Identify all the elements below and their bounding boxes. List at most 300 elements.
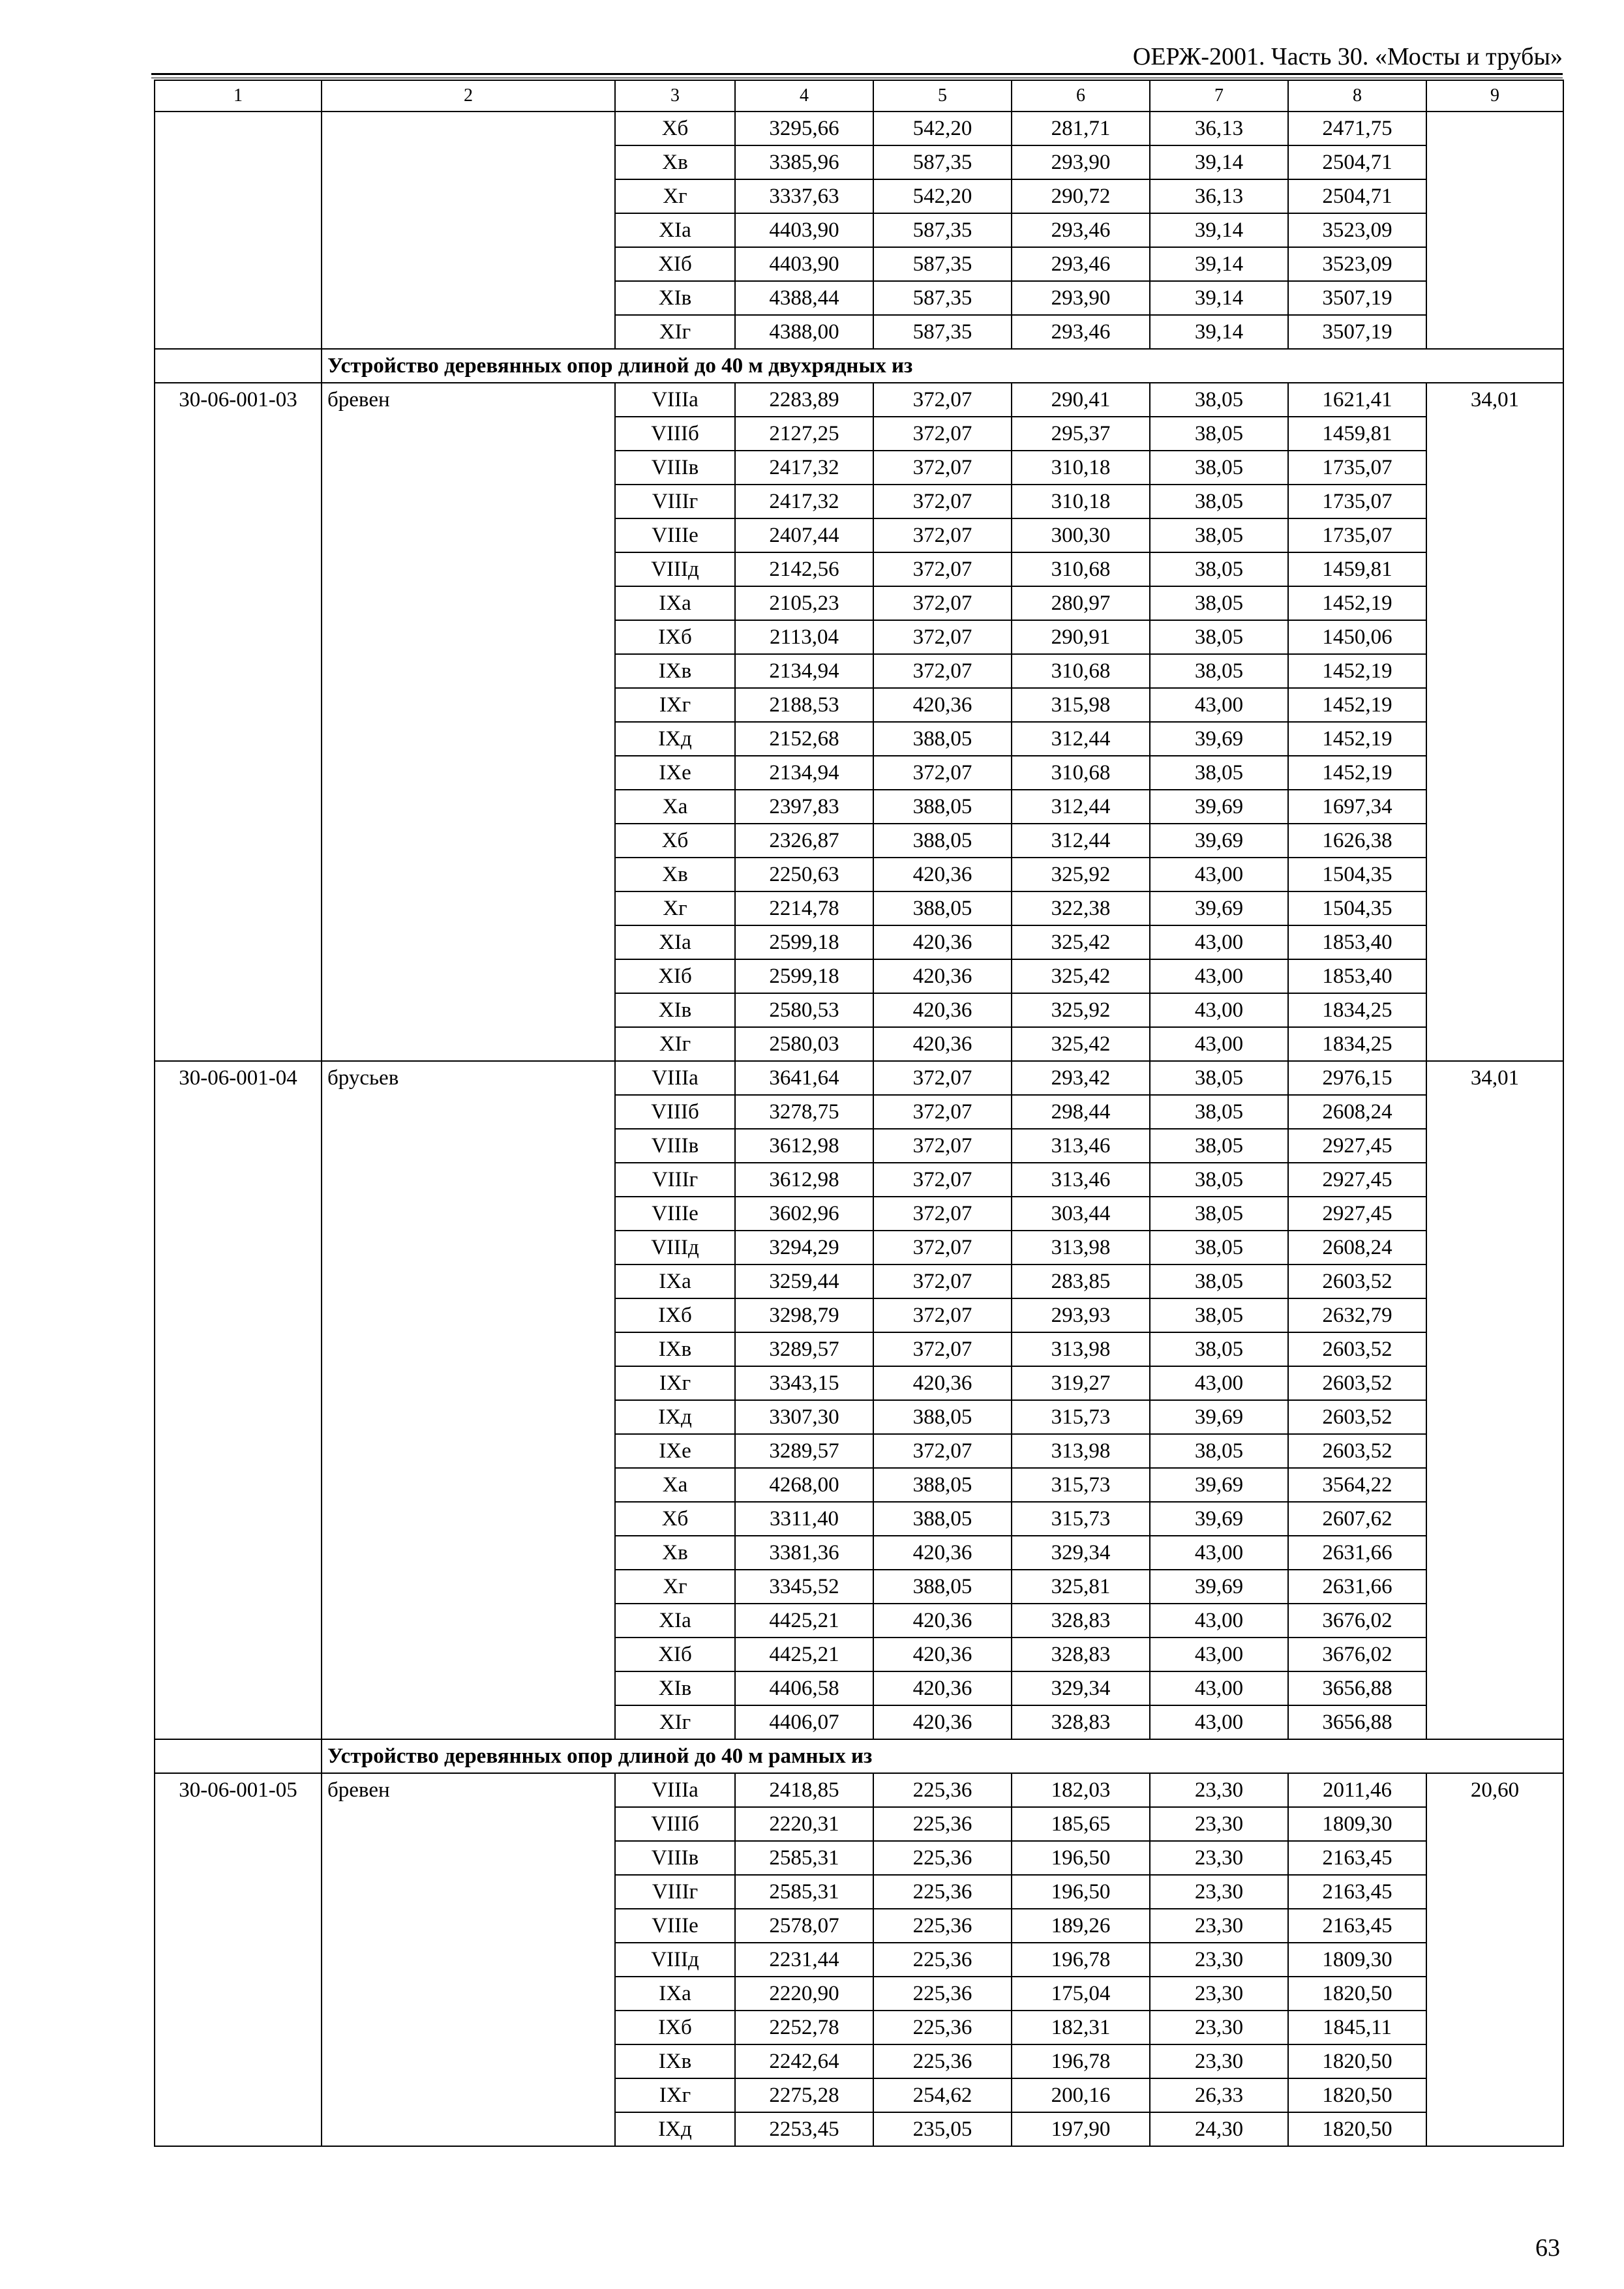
value-cell: 388,05 (873, 824, 1012, 858)
category-cell: Хв (615, 145, 735, 179)
value-cell: 23,30 (1150, 1773, 1288, 1807)
value-cell: 38,05 (1150, 620, 1288, 654)
value-cell: 325,42 (1012, 925, 1150, 959)
value-cell: 2608,24 (1288, 1095, 1426, 1129)
column-9-value: 34,01 (1426, 383, 1563, 1061)
value-cell: 2417,32 (735, 451, 873, 485)
category-cell: VIIIг (615, 485, 735, 518)
value-cell: 4425,21 (735, 1638, 873, 1671)
value-cell: 300,30 (1012, 518, 1150, 552)
column-number: 7 (1150, 80, 1288, 112)
value-cell: 1735,07 (1288, 518, 1426, 552)
category-cell: XIг (615, 1705, 735, 1739)
category-cell: IХд (615, 2112, 735, 2146)
value-cell: 3612,98 (735, 1129, 873, 1163)
work-name: бревен (322, 383, 615, 1061)
value-cell: 325,92 (1012, 858, 1150, 891)
value-cell: 1452,19 (1288, 722, 1426, 756)
value-cell: 43,00 (1150, 1604, 1288, 1638)
value-cell: 196,50 (1012, 1841, 1150, 1875)
category-cell: IХе (615, 1434, 735, 1468)
value-cell: 38,05 (1150, 654, 1288, 688)
value-cell: 26,33 (1150, 2078, 1288, 2112)
value-cell: 2631,66 (1288, 1570, 1426, 1604)
table-row (155, 383, 1563, 417)
value-cell: 1452,19 (1288, 756, 1426, 790)
value-cell: 3507,19 (1288, 281, 1426, 315)
value-cell: 38,05 (1150, 1163, 1288, 1197)
value-cell: 2580,53 (735, 993, 873, 1027)
value-cell: 313,98 (1012, 1332, 1150, 1366)
section-row (155, 1739, 1563, 1773)
value-cell: 38,05 (1150, 383, 1288, 417)
value-cell: 4403,90 (735, 247, 873, 281)
value-cell: 185,65 (1012, 1807, 1150, 1841)
value-cell: 587,35 (873, 247, 1012, 281)
category-cell: VIIIг (615, 1875, 735, 1909)
category-cell: VIIIд (615, 1943, 735, 1977)
value-cell: 313,98 (1012, 1231, 1150, 1264)
value-cell: 290,91 (1012, 620, 1150, 654)
work-name: бревен (322, 1773, 615, 2146)
value-cell: 587,35 (873, 315, 1012, 349)
value-cell: 2608,24 (1288, 1231, 1426, 1264)
value-cell: 372,07 (873, 1231, 1012, 1264)
value-cell: 24,30 (1150, 2112, 1288, 2146)
value-cell: 225,36 (873, 1841, 1012, 1875)
value-cell: 43,00 (1150, 993, 1288, 1027)
value-cell: 3676,02 (1288, 1604, 1426, 1638)
category-cell: IХд (615, 722, 735, 756)
value-cell: 2105,23 (735, 586, 873, 620)
value-cell: 290,41 (1012, 383, 1150, 417)
category-cell: Хб (615, 1502, 735, 1536)
value-cell: 39,14 (1150, 213, 1288, 247)
value-cell: 542,20 (873, 112, 1012, 145)
value-cell: 189,26 (1012, 1909, 1150, 1943)
value-cell: 420,36 (873, 1366, 1012, 1400)
value-cell: 293,46 (1012, 247, 1150, 281)
value-cell: 1809,30 (1288, 1943, 1426, 1977)
value-cell: 1697,34 (1288, 790, 1426, 824)
section-title: Устройство деревянных опор длиной до 40 м двухрядных из (322, 349, 1563, 383)
value-cell: 372,07 (873, 383, 1012, 417)
value-cell: 2603,52 (1288, 1332, 1426, 1366)
value-cell: 293,90 (1012, 281, 1150, 315)
value-cell: 372,07 (873, 1264, 1012, 1298)
value-cell: 420,36 (873, 1638, 1012, 1671)
value-cell: 2231,44 (735, 1943, 873, 1977)
value-cell: 388,05 (873, 722, 1012, 756)
value-cell: 225,36 (873, 1909, 1012, 1943)
value-cell: 2632,79 (1288, 1298, 1426, 1332)
category-cell: IХв (615, 654, 735, 688)
category-cell: XIв (615, 1671, 735, 1705)
value-cell: 39,14 (1150, 145, 1288, 179)
value-cell: 322,38 (1012, 891, 1150, 925)
value-cell: 372,07 (873, 1197, 1012, 1231)
value-cell: 197,90 (1012, 2112, 1150, 2146)
value-cell: 325,42 (1012, 1027, 1150, 1061)
value-cell: 542,20 (873, 179, 1012, 213)
category-cell: XIб (615, 959, 735, 993)
value-cell: 39,14 (1150, 247, 1288, 281)
value-cell: 4406,07 (735, 1705, 873, 1739)
value-cell: 38,05 (1150, 1332, 1288, 1366)
value-cell: 38,05 (1150, 1298, 1288, 1332)
value-cell: 295,37 (1012, 417, 1150, 451)
category-cell: XIа (615, 213, 735, 247)
value-cell: 3295,66 (735, 112, 873, 145)
value-cell: 3298,79 (735, 1298, 873, 1332)
page-header-title: ОЕРЖ-2001. Часть 30. «Мосты и трубы» (1132, 43, 1563, 70)
category-cell: IХг (615, 688, 735, 722)
category-cell: VIIIб (615, 417, 735, 451)
value-cell: 293,42 (1012, 1061, 1150, 1095)
value-cell: 281,71 (1012, 112, 1150, 145)
value-cell: 2603,52 (1288, 1400, 1426, 1434)
category-cell: VIIIб (615, 1095, 735, 1129)
category-cell: IХг (615, 2078, 735, 2112)
value-cell: 23,30 (1150, 1909, 1288, 1943)
value-cell: 1459,81 (1288, 552, 1426, 586)
category-cell: Хг (615, 1570, 735, 1604)
value-cell: 293,46 (1012, 213, 1150, 247)
value-cell: 2927,45 (1288, 1163, 1426, 1197)
value-cell: 1450,06 (1288, 620, 1426, 654)
value-cell: 388,05 (873, 1400, 1012, 1434)
value-cell: 388,05 (873, 1468, 1012, 1502)
category-cell: VIIIг (615, 1163, 735, 1197)
value-cell: 293,93 (1012, 1298, 1150, 1332)
value-cell: 175,04 (1012, 1977, 1150, 2011)
value-cell: 319,27 (1012, 1366, 1150, 1400)
value-cell: 313,98 (1012, 1434, 1150, 1468)
value-cell: 2631,66 (1288, 1536, 1426, 1570)
value-cell: 200,16 (1012, 2078, 1150, 2112)
value-cell: 1459,81 (1288, 417, 1426, 451)
value-cell: 2252,78 (735, 2011, 873, 2044)
value-cell: 2504,71 (1288, 145, 1426, 179)
value-cell: 315,73 (1012, 1400, 1150, 1434)
value-cell: 3523,09 (1288, 247, 1426, 281)
value-cell: 420,36 (873, 1027, 1012, 1061)
value-cell: 3564,22 (1288, 1468, 1426, 1502)
value-cell: 2163,45 (1288, 1875, 1426, 1909)
value-cell: 325,42 (1012, 959, 1150, 993)
value-cell: 2504,71 (1288, 179, 1426, 213)
value-cell: 39,69 (1150, 824, 1288, 858)
value-cell: 420,36 (873, 858, 1012, 891)
value-cell: 43,00 (1150, 688, 1288, 722)
value-cell: 38,05 (1150, 1231, 1288, 1264)
value-cell: 43,00 (1150, 1638, 1288, 1671)
value-cell: 372,07 (873, 1332, 1012, 1366)
category-cell: XIа (615, 1604, 735, 1638)
value-cell: 3278,75 (735, 1095, 873, 1129)
value-cell: 4268,00 (735, 1468, 873, 1502)
value-cell: 225,36 (873, 1875, 1012, 1909)
value-cell: 39,69 (1150, 1502, 1288, 1536)
rate-code: 30-06-001-04 (155, 1061, 322, 1739)
value-cell: 2927,45 (1288, 1129, 1426, 1163)
work-name (322, 112, 615, 349)
value-cell: 43,00 (1150, 1027, 1288, 1061)
value-cell: 2927,45 (1288, 1197, 1426, 1231)
value-cell: 43,00 (1150, 925, 1288, 959)
value-cell: 225,36 (873, 1977, 1012, 2011)
value-cell: 38,05 (1150, 1264, 1288, 1298)
value-cell: 372,07 (873, 417, 1012, 451)
value-cell: 2188,53 (735, 688, 873, 722)
category-cell: IХв (615, 2044, 735, 2078)
value-cell: 310,68 (1012, 756, 1150, 790)
value-cell: 3523,09 (1288, 213, 1426, 247)
value-cell: 38,05 (1150, 1197, 1288, 1231)
value-cell: 1452,19 (1288, 688, 1426, 722)
value-cell: 43,00 (1150, 1705, 1288, 1739)
column-number: 6 (1012, 80, 1150, 112)
value-cell: 2142,56 (735, 552, 873, 586)
value-cell: 39,69 (1150, 722, 1288, 756)
category-cell: VIIIб (615, 1807, 735, 1841)
value-cell: 196,50 (1012, 1875, 1150, 1909)
category-cell: Хг (615, 179, 735, 213)
value-cell: 1853,40 (1288, 925, 1426, 959)
category-cell: IХа (615, 586, 735, 620)
value-cell: 4425,21 (735, 1604, 873, 1638)
value-cell: 2326,87 (735, 824, 873, 858)
value-cell: 3602,96 (735, 1197, 873, 1231)
value-cell: 1820,50 (1288, 2112, 1426, 2146)
value-cell: 39,14 (1150, 281, 1288, 315)
value-cell: 38,05 (1150, 1129, 1288, 1163)
value-cell: 39,14 (1150, 315, 1288, 349)
column-9-value: 20,60 (1426, 1773, 1563, 2146)
value-cell: 372,07 (873, 1434, 1012, 1468)
value-cell: 2242,64 (735, 2044, 873, 2078)
category-cell: IХб (615, 620, 735, 654)
category-cell: IХа (615, 1264, 735, 1298)
value-cell: 23,30 (1150, 2011, 1288, 2044)
table-row (155, 112, 1563, 145)
category-cell: VIIIа (615, 383, 735, 417)
value-cell: 23,30 (1150, 2044, 1288, 2078)
value-cell: 1621,41 (1288, 383, 1426, 417)
value-cell: 328,83 (1012, 1638, 1150, 1671)
value-cell: 2580,03 (735, 1027, 873, 1061)
value-cell: 38,05 (1150, 1095, 1288, 1129)
category-cell: VIIIв (615, 1129, 735, 1163)
value-cell: 39,69 (1150, 891, 1288, 925)
category-cell: XIг (615, 315, 735, 349)
value-cell: 196,78 (1012, 1943, 1150, 1977)
value-cell: 3289,57 (735, 1434, 873, 1468)
value-cell: 2011,46 (1288, 1773, 1426, 1807)
value-cell: 38,05 (1150, 586, 1288, 620)
value-cell: 388,05 (873, 891, 1012, 925)
value-cell: 372,07 (873, 552, 1012, 586)
value-cell: 2407,44 (735, 518, 873, 552)
value-cell: 388,05 (873, 790, 1012, 824)
value-cell: 2585,31 (735, 1841, 873, 1875)
rate-code: 30-06-001-03 (155, 383, 322, 1061)
value-cell: 39,69 (1150, 1400, 1288, 1434)
rate-code (155, 112, 322, 349)
value-cell: 1735,07 (1288, 451, 1426, 485)
value-cell: 225,36 (873, 2011, 1012, 2044)
value-cell: 2152,68 (735, 722, 873, 756)
value-cell: 23,30 (1150, 1807, 1288, 1841)
value-cell: 420,36 (873, 1671, 1012, 1705)
value-cell: 372,07 (873, 1298, 1012, 1332)
value-cell: 372,07 (873, 654, 1012, 688)
value-cell: 38,05 (1150, 756, 1288, 790)
value-cell: 329,34 (1012, 1671, 1150, 1705)
value-cell: 2603,52 (1288, 1366, 1426, 1400)
value-cell: 2127,25 (735, 417, 873, 451)
rate-code: 30-06-001-05 (155, 1773, 322, 2146)
category-cell: VIIIв (615, 1841, 735, 1875)
value-cell: 39,69 (1150, 790, 1288, 824)
value-cell: 312,44 (1012, 790, 1150, 824)
value-cell: 312,44 (1012, 824, 1150, 858)
value-cell: 325,81 (1012, 1570, 1150, 1604)
value-cell: 1853,40 (1288, 959, 1426, 993)
value-cell: 315,73 (1012, 1502, 1150, 1536)
value-cell: 3385,96 (735, 145, 873, 179)
value-cell: 3612,98 (735, 1163, 873, 1197)
value-cell: 3507,19 (1288, 315, 1426, 349)
value-cell: 3345,52 (735, 1570, 873, 1604)
value-cell: 2220,90 (735, 1977, 873, 2011)
category-cell: IХа (615, 1977, 735, 2011)
category-cell: Хб (615, 824, 735, 858)
value-cell: 38,05 (1150, 451, 1288, 485)
value-cell: 315,73 (1012, 1468, 1150, 1502)
value-cell: 420,36 (873, 925, 1012, 959)
value-cell: 325,92 (1012, 993, 1150, 1027)
value-cell: 372,07 (873, 518, 1012, 552)
category-cell: VIIIв (615, 451, 735, 485)
value-cell: 298,44 (1012, 1095, 1150, 1129)
value-cell: 315,98 (1012, 688, 1150, 722)
value-cell: 39,69 (1150, 1570, 1288, 1604)
category-cell: XIв (615, 993, 735, 1027)
value-cell: 3307,30 (735, 1400, 873, 1434)
value-cell: 290,72 (1012, 179, 1150, 213)
column-number: 3 (615, 80, 735, 112)
value-cell: 43,00 (1150, 1366, 1288, 1400)
value-cell: 235,05 (873, 2112, 1012, 2146)
category-cell: XIг (615, 1027, 735, 1061)
value-cell: 1735,07 (1288, 485, 1426, 518)
category-cell: XIа (615, 925, 735, 959)
value-cell: 36,13 (1150, 179, 1288, 213)
value-cell: 372,07 (873, 1129, 1012, 1163)
value-cell: 43,00 (1150, 858, 1288, 891)
value-cell: 3381,36 (735, 1536, 873, 1570)
category-cell: VIIIе (615, 1197, 735, 1231)
value-cell: 2585,31 (735, 1875, 873, 1909)
value-cell: 2163,45 (1288, 1841, 1426, 1875)
value-cell: 2599,18 (735, 925, 873, 959)
value-cell: 420,36 (873, 959, 1012, 993)
category-cell: VIIIе (615, 1909, 735, 1943)
rates-table (154, 80, 1564, 2147)
value-cell: 23,30 (1150, 1977, 1288, 2011)
value-cell: 2113,04 (735, 620, 873, 654)
value-cell: 38,05 (1150, 417, 1288, 451)
value-cell: 372,07 (873, 1163, 1012, 1197)
category-cell: IХд (615, 1400, 735, 1434)
category-cell: XIб (615, 1638, 735, 1671)
section-row (155, 349, 1563, 383)
value-cell: 225,36 (873, 1943, 1012, 1977)
value-cell: 2603,52 (1288, 1264, 1426, 1298)
value-cell: 372,07 (873, 756, 1012, 790)
category-cell: Хв (615, 1536, 735, 1570)
value-cell: 2607,62 (1288, 1502, 1426, 1536)
value-cell: 2397,83 (735, 790, 873, 824)
value-cell: 254,62 (873, 2078, 1012, 2112)
value-cell: 2275,28 (735, 2078, 873, 2112)
value-cell: 587,35 (873, 145, 1012, 179)
value-cell: 3289,57 (735, 1332, 873, 1366)
value-cell: 4403,90 (735, 213, 873, 247)
value-cell: 2253,45 (735, 2112, 873, 2146)
value-cell: 3343,15 (735, 1366, 873, 1400)
value-cell: 388,05 (873, 1570, 1012, 1604)
value-cell: 587,35 (873, 281, 1012, 315)
category-cell: Ха (615, 790, 735, 824)
table-row (155, 1773, 1563, 1807)
value-cell: 1845,11 (1288, 2011, 1426, 2044)
value-cell: 420,36 (873, 1705, 1012, 1739)
value-cell: 2603,52 (1288, 1434, 1426, 1468)
value-cell: 2250,63 (735, 858, 873, 891)
value-cell: 372,07 (873, 620, 1012, 654)
value-cell: 372,07 (873, 1061, 1012, 1095)
category-cell: Хг (615, 891, 735, 925)
value-cell: 1626,38 (1288, 824, 1426, 858)
header-rule (151, 73, 1563, 75)
value-cell: 303,44 (1012, 1197, 1150, 1231)
value-cell: 38,05 (1150, 1061, 1288, 1095)
category-cell: IХб (615, 2011, 735, 2044)
value-cell: 1834,25 (1288, 993, 1426, 1027)
column-number: 8 (1288, 80, 1426, 112)
value-cell: 1834,25 (1288, 1027, 1426, 1061)
section-blank-cell (155, 1739, 322, 1773)
category-cell: IХб (615, 1298, 735, 1332)
value-cell: 3656,88 (1288, 1671, 1426, 1705)
value-cell: 182,31 (1012, 2011, 1150, 2044)
column-number: 5 (873, 80, 1012, 112)
value-cell: 2220,31 (735, 1807, 873, 1841)
category-cell: XIв (615, 281, 735, 315)
value-cell: 293,46 (1012, 315, 1150, 349)
value-cell: 328,83 (1012, 1705, 1150, 1739)
work-name: брусьев (322, 1061, 615, 1739)
value-cell: 43,00 (1150, 959, 1288, 993)
value-cell: 2283,89 (735, 383, 873, 417)
value-cell: 23,30 (1150, 1943, 1288, 1977)
value-cell: 2471,75 (1288, 112, 1426, 145)
value-cell: 310,18 (1012, 485, 1150, 518)
value-cell: 310,68 (1012, 654, 1150, 688)
column-9-value (1426, 112, 1563, 349)
